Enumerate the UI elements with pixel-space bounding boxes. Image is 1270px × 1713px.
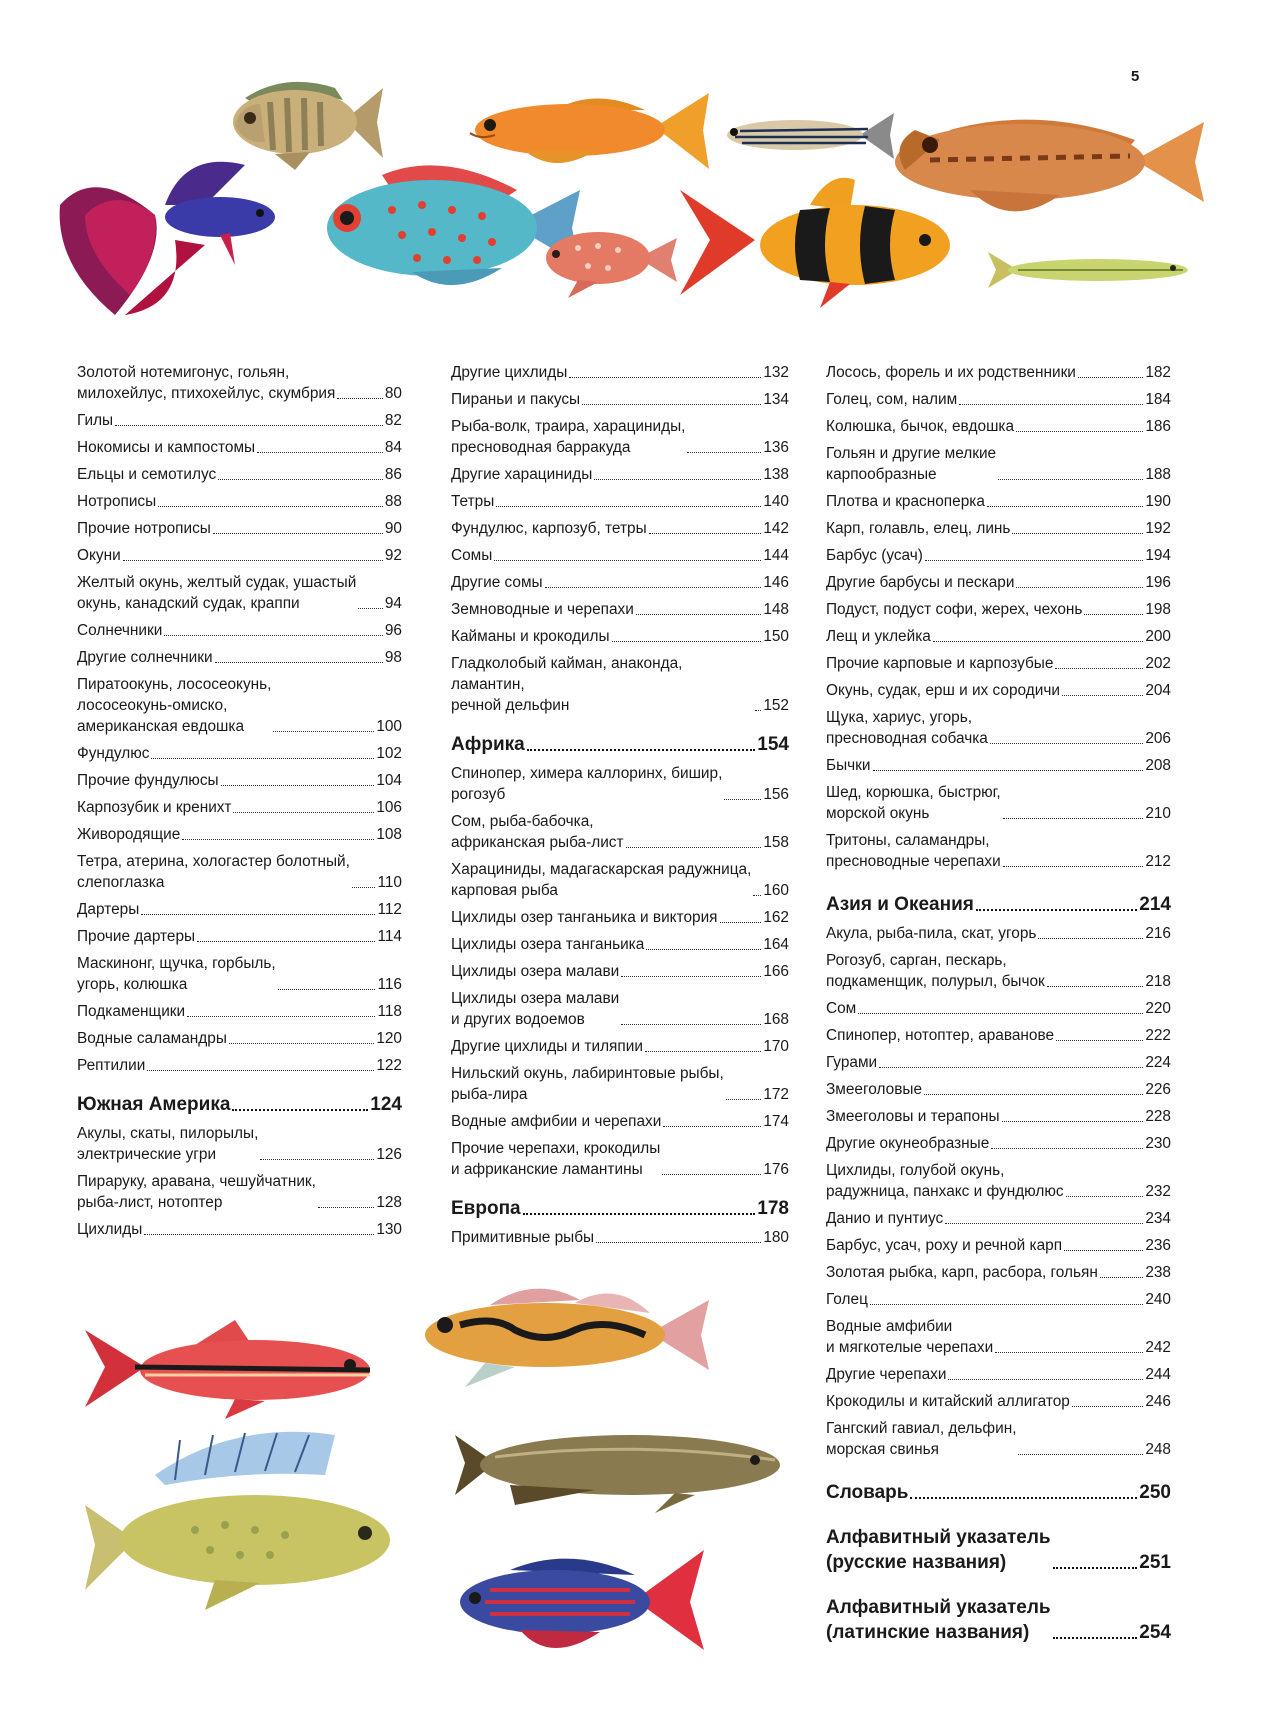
toc-entry[interactable]: Цихлиды озера танганьика 164 bbox=[451, 936, 789, 953]
toc-entry[interactable]: Спинопер, химера каллоринх, бишир, рогозуб 156 bbox=[451, 765, 789, 803]
toc-entry[interactable]: Рыба-волк, траира, харациниды, пресноводная барракуда 136 bbox=[451, 418, 789, 456]
toc-entry[interactable]: Золотой нотемигонус, гольян, милохейлус, птихохейлус, скумбрия 80 bbox=[77, 364, 402, 402]
toc-entry[interactable]: Плотва и красноперка 190 bbox=[826, 493, 1171, 510]
toc-column-3 bbox=[826, 362, 1171, 1651]
toc-entry[interactable]: Гольян и другие мелкие карпообразные 188 bbox=[826, 445, 1171, 483]
toc-entry[interactable]: Сомы 144 bbox=[451, 547, 789, 564]
toc-entry[interactable]: Прочие нотрописы 90 bbox=[77, 520, 402, 537]
toc-entry[interactable]: Земноводные и черепахи 148 bbox=[451, 601, 789, 618]
toc-entry[interactable]: Окунь, судак, ерш и их сородичи 204 bbox=[826, 682, 1171, 699]
toc-entry[interactable]: Рогозуб, сарган, пескарь, подкаменщик, полурыл, бычок 218 bbox=[826, 952, 1171, 990]
toc-entry[interactable]: Колюшка, бычок, евдошка 186 bbox=[826, 418, 1171, 435]
toc-entry[interactable]: Цихлиды 130 bbox=[77, 1221, 402, 1238]
toc-entry[interactable]: Водные саламандры 120 bbox=[77, 1030, 402, 1047]
toc-entry[interactable]: Голец, сом, налим 184 bbox=[826, 391, 1171, 408]
toc-entry[interactable]: Цихлиды, голубой окунь, радужница, панхакс и фундюлюс 232 bbox=[826, 1162, 1171, 1200]
toc-column-2 bbox=[451, 362, 789, 1254]
toc-entry[interactable]: Тетра, атерина, хологастер болотный, слепоглазка 110 bbox=[77, 853, 402, 891]
toc-entry[interactable]: Другие солнечники 98 bbox=[77, 649, 402, 666]
toc-section-heading[interactable]: Словарь 250 bbox=[826, 1482, 1171, 1503]
toc-entry[interactable]: Акула, рыба-пила, скат, угорь 216 bbox=[826, 925, 1171, 942]
toc-section-heading[interactable]: Европа 178 bbox=[451, 1198, 789, 1219]
toc-entry[interactable]: Ельцы и семотилус 86 bbox=[77, 466, 402, 483]
toc-entry[interactable]: Барбус (усач) 194 bbox=[826, 547, 1171, 564]
toc-entry[interactable]: Прочие черепахи, крокодилы и африканские ламантины 176 bbox=[451, 1140, 789, 1178]
fish-illustration-arowana bbox=[455, 1415, 785, 1515]
toc-entry[interactable]: Подкаменщики 118 bbox=[77, 1003, 402, 1020]
toc-entry[interactable]: Другие цихлиды 132 bbox=[451, 364, 789, 381]
toc-entry[interactable]: Водные амфибии и черепахи 174 bbox=[451, 1113, 789, 1130]
toc-entry[interactable]: Кайманы и крокодилы 150 bbox=[451, 628, 789, 645]
toc-entry[interactable]: Змееголовые 226 bbox=[826, 1081, 1171, 1098]
toc-entry[interactable]: Солнечники 96 bbox=[77, 622, 402, 639]
fish-illustration-pencilfish-red bbox=[85, 1315, 380, 1420]
toc-entry[interactable]: Нильский окунь, лабиринтовые рыбы, рыба-лира 172 bbox=[451, 1065, 789, 1103]
toc-entry[interactable]: Данио и пунтиус 234 bbox=[826, 1210, 1171, 1227]
toc-entry[interactable]: Тритоны, саламандры, пресноводные черепахи 212 bbox=[826, 832, 1171, 870]
fish-illustration-climbing-perch bbox=[85, 1425, 405, 1610]
toc-entry[interactable]: Нотрописы 88 bbox=[77, 493, 402, 510]
toc-entry[interactable]: Гладколобый кайман, анаконда, ламантин, речной дельфин 152 bbox=[451, 655, 789, 714]
toc-entry[interactable]: Фундулюс, карпозуб, тетры 142 bbox=[451, 520, 789, 537]
toc-entry[interactable]: Живородящие 108 bbox=[77, 826, 402, 843]
toc-entry[interactable]: Гурами 224 bbox=[826, 1054, 1171, 1071]
toc-entry[interactable]: Другие цихлиды и тиляпии 170 bbox=[451, 1038, 789, 1055]
toc-section-heading[interactable]: Африка 154 bbox=[451, 734, 789, 755]
toc-entry[interactable]: Рептилии 122 bbox=[77, 1057, 402, 1074]
toc-entry[interactable]: Прочие дартеры 114 bbox=[77, 928, 402, 945]
toc-entry[interactable]: Пираруку, аравана, чешуйчатник, рыба-лист, нотоптер 128 bbox=[77, 1173, 402, 1211]
toc-entry[interactable]: Прочие фундулюсы 104 bbox=[77, 772, 402, 789]
toc-entry[interactable]: Другие окунеобразные 230 bbox=[826, 1135, 1171, 1152]
toc-section-heading[interactable]: Южная Америка 124 bbox=[77, 1094, 402, 1115]
fish-illustration-betta bbox=[55, 145, 290, 320]
toc-entry[interactable]: Крокодилы и китайский аллигатор 246 bbox=[826, 1393, 1171, 1410]
toc-entry[interactable]: Цихлиды озера малави и других водоемов 168 bbox=[451, 990, 789, 1028]
toc-section-heading[interactable]: Алфавитный указатель (русские названия) 251 bbox=[826, 1527, 1171, 1573]
toc-entry[interactable]: Голец 240 bbox=[826, 1291, 1171, 1308]
toc-entry[interactable]: Фундулюс 102 bbox=[77, 745, 402, 762]
toc-entry[interactable]: Нокомисы и кампостомы 84 bbox=[77, 439, 402, 456]
fish-illustration-darter bbox=[405, 1275, 710, 1390]
toc-entry[interactable]: Золотая рыбка, карп, расбора, гольян 238 bbox=[826, 1264, 1171, 1281]
toc-entry[interactable]: Гилы 82 bbox=[77, 412, 402, 429]
toc-section-heading[interactable]: Азия и Океания 214 bbox=[826, 894, 1171, 915]
toc-entry[interactable]: Другие черепахи 244 bbox=[826, 1366, 1171, 1383]
page-number: 5 bbox=[1131, 68, 1140, 85]
toc-entry[interactable]: Карп, голавль, елец, линь 192 bbox=[826, 520, 1171, 537]
fish-illustration-clown-loach bbox=[680, 170, 955, 310]
fish-illustration-pike-juvenile bbox=[988, 240, 1188, 300]
toc-entry[interactable]: Водные амфибии и мягкотелые черепахи 242 bbox=[826, 1318, 1171, 1356]
toc-entry[interactable]: Бычки 208 bbox=[826, 757, 1171, 774]
toc-entry[interactable]: Сом, рыба-бабочка, африканская рыба-лист 158 bbox=[451, 813, 789, 851]
toc-column-1 bbox=[77, 362, 402, 1246]
toc-entry[interactable]: Харациниды, мадагаскарская радужница, карповая рыба 160 bbox=[451, 861, 789, 899]
toc-entry[interactable]: Сом 220 bbox=[826, 1000, 1171, 1017]
toc-entry[interactable]: Лосось, форель и их родственники 182 bbox=[826, 364, 1171, 381]
toc-section-heading[interactable]: Алфавитный указатель (латинские названия) 254 bbox=[826, 1597, 1171, 1643]
toc-entry[interactable]: Лещ и уклейка 200 bbox=[826, 628, 1171, 645]
toc-entry[interactable]: Шед, корюшка, быстрюг, морской окунь 210 bbox=[826, 784, 1171, 822]
toc-entry[interactable]: Гангский гавиал, дельфин, морская свинья 248 bbox=[826, 1420, 1171, 1458]
toc-entry[interactable]: Акулы, скаты, пилорылы, электрические угри 126 bbox=[77, 1125, 402, 1163]
toc-entry[interactable]: Тетры 140 bbox=[451, 493, 789, 510]
fish-illustration-gourami-red bbox=[538, 218, 678, 298]
toc-entry[interactable]: Другие харациниды 138 bbox=[451, 466, 789, 483]
toc-entry[interactable]: Желтый окунь, желтый судак, ушастый окунь, канадский судак, краппи 94 bbox=[77, 574, 402, 612]
toc-entry[interactable]: Маскинонг, щучка, горбыль, угорь, колюшка 116 bbox=[77, 955, 402, 993]
toc-entry[interactable]: Пираньи и пакусы 134 bbox=[451, 391, 789, 408]
toc-entry[interactable]: Барбус, усач, роху и речной карп 236 bbox=[826, 1237, 1171, 1254]
fish-illustration-paradise-fish bbox=[440, 1540, 705, 1665]
toc-entry[interactable]: Цихлиды озер танганьика и виктория 162 bbox=[451, 909, 789, 926]
toc-entry[interactable]: Змееголовы и терапоны 228 bbox=[826, 1108, 1171, 1125]
toc-entry[interactable]: Прочие карповые и карпозубые 202 bbox=[826, 655, 1171, 672]
fish-illustration-zebrafish bbox=[720, 105, 895, 165]
toc-entry[interactable]: Пиратоокунь, лососеокунь, лососеокунь-омиско, американская евдошка 100 bbox=[77, 676, 402, 735]
toc-entry[interactable]: Щука, хариус, угорь, пресноводная собачка 206 bbox=[826, 709, 1171, 747]
toc-entry[interactable]: Карпозубик и кренихт 106 bbox=[77, 799, 402, 816]
toc-entry[interactable]: Дартеры 112 bbox=[77, 901, 402, 918]
toc-entry[interactable]: Окуни 92 bbox=[77, 547, 402, 564]
toc-entry[interactable]: Цихлиды озера малави 166 bbox=[451, 963, 789, 980]
toc-entry[interactable]: Спинопер, нотоптер, араванове 222 bbox=[826, 1027, 1171, 1044]
toc-entry[interactable]: Подуст, подуст софи, жерех, чехонь 198 bbox=[826, 601, 1171, 618]
toc-entry[interactable]: Другие барбусы и пескари 196 bbox=[826, 574, 1171, 591]
toc-entry[interactable]: Примитивные рыбы 180 bbox=[451, 1229, 789, 1246]
toc-entry[interactable]: Другие сомы 146 bbox=[451, 574, 789, 591]
